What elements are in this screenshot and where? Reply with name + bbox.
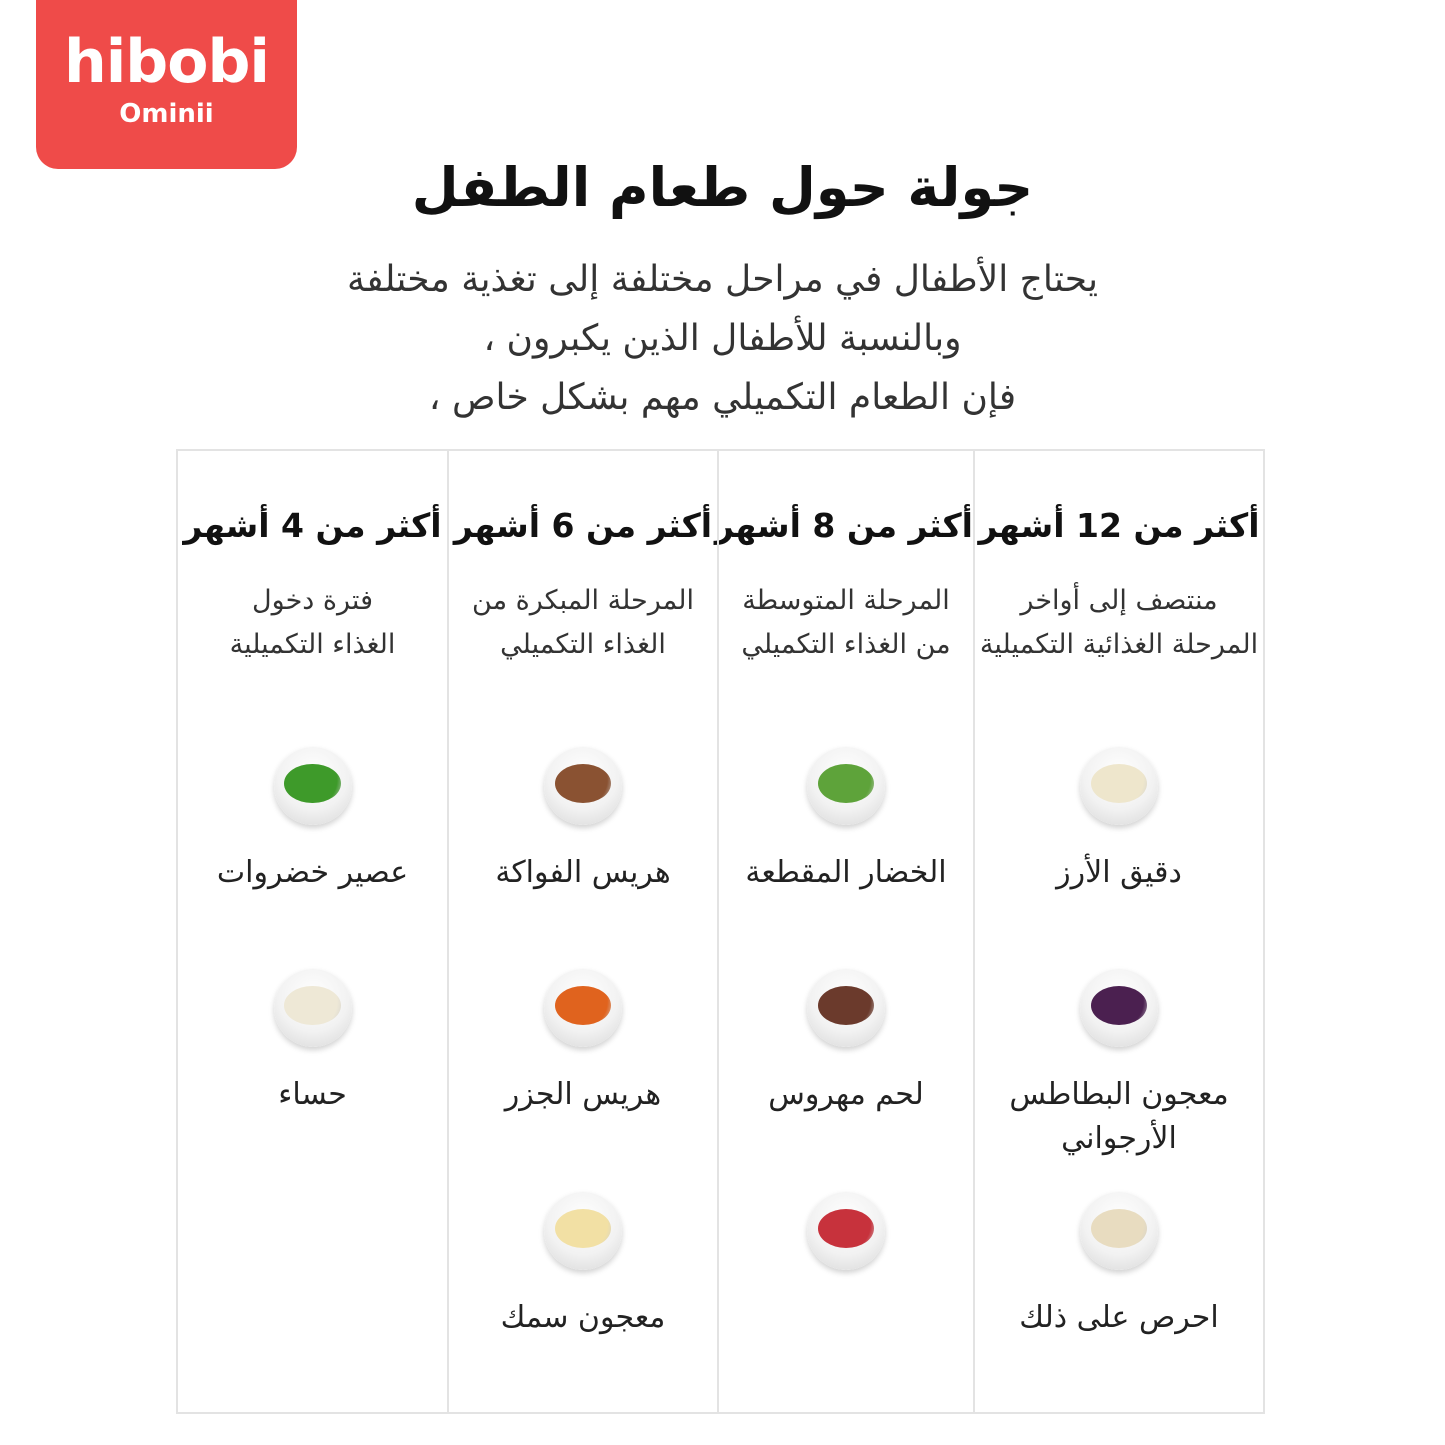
stage-column-4-months	[178, 451, 449, 1412]
food-item-minced-meat	[719, 969, 973, 1117]
stage-description	[719, 579, 973, 667]
purple-potato-paste-bowl-icon	[1080, 969, 1158, 1047]
brand-name: hibobi	[64, 27, 269, 97]
food-item-fish-paste	[449, 1192, 717, 1340]
food-item-chopped-vegetables	[719, 747, 973, 895]
intro-line: يحتاج الأطفال في مراحل مختلفة إلى تغذية مختلفة	[346, 259, 1099, 300]
food-item-carrot-puree	[449, 969, 717, 1117]
brand-subname: Ominii	[119, 99, 214, 129]
rice-cereal-bowl-icon	[1080, 747, 1158, 825]
page-title: جولة حول طعام الطفل	[411, 156, 1034, 219]
food-item-vegetable-juice	[178, 747, 447, 895]
stage-description-line: الغذاء التكميلي	[500, 629, 666, 660]
stage-description	[178, 579, 447, 667]
food-item-soup	[975, 1192, 1263, 1340]
food-label: عصير خضروات	[216, 855, 409, 890]
brand-logo	[36, 0, 297, 169]
stage-heading: أكثر من 4 أشهر	[183, 506, 442, 545]
stage-description-line: الغذاء التكميلية	[229, 629, 396, 660]
food-label: حساء	[278, 1077, 347, 1112]
stage-column-12-months	[975, 451, 1263, 1412]
fish-paste-bowl-icon	[544, 1192, 622, 1270]
stage-description	[975, 579, 1263, 667]
fruit-puree-bowl-icon	[544, 747, 622, 825]
chopped-vegetables-bowl-icon	[807, 747, 885, 825]
intro-line: وبالنسبة للأطفال الذين يكبرون ،	[483, 318, 962, 359]
stage-heading: أكثر من 12 أشهر	[978, 506, 1260, 545]
porridge-bowl-icon	[274, 969, 352, 1047]
food-label: معجون البطاطس الأرجواني	[1009, 1077, 1229, 1156]
stage-description-line: من الغذاء التكميلي	[741, 629, 951, 660]
food-label: الخضار المقطعة	[745, 855, 947, 890]
food-item-porridge	[178, 969, 447, 1117]
food-label: معجون سمك	[500, 1300, 666, 1335]
stage-description-line: فترة دخول	[252, 585, 373, 616]
intro-line: فإن الطعام التكميلي مهم بشكل خاص ،	[428, 377, 1017, 418]
soup-bowl-icon	[1080, 1192, 1158, 1270]
stage-heading: أكثر من 8 أشهر	[714, 506, 973, 545]
stage-heading: أكثر من 6 أشهر	[453, 506, 713, 545]
food-item-purple-potato	[975, 969, 1263, 1161]
vegetable-juice-glass-icon	[274, 747, 352, 825]
food-label: هريس الفواكة	[495, 855, 671, 890]
stages-table	[176, 449, 1265, 1414]
minced-meat-bowl-icon	[807, 969, 885, 1047]
food-label: احرص على ذلك	[1019, 1300, 1219, 1335]
food-item-red-mince	[719, 1192, 973, 1270]
red-mince-bowl-icon	[807, 1192, 885, 1270]
stage-description-line: المرحلة الغذائية التكميلية	[979, 629, 1259, 660]
carrot-puree-bowl-icon	[544, 969, 622, 1047]
stage-column-6-months	[449, 451, 719, 1412]
intro-text	[0, 250, 1445, 427]
stage-description-line: المرحلة المبكرة من	[472, 585, 694, 616]
stage-description	[449, 579, 717, 667]
food-item-rice-cereal	[975, 747, 1263, 895]
food-item-fruit-puree	[449, 747, 717, 895]
food-label: دقيق الأرز	[1056, 855, 1182, 890]
stage-description-line: منتصف إلى أواخر	[1020, 585, 1218, 616]
stage-description-line: المرحلة المتوسطة	[742, 585, 950, 616]
stage-column-8-months	[714, 451, 975, 1412]
food-label: لحم مهروس	[768, 1077, 924, 1112]
food-label: هريس الجزر	[504, 1077, 662, 1112]
